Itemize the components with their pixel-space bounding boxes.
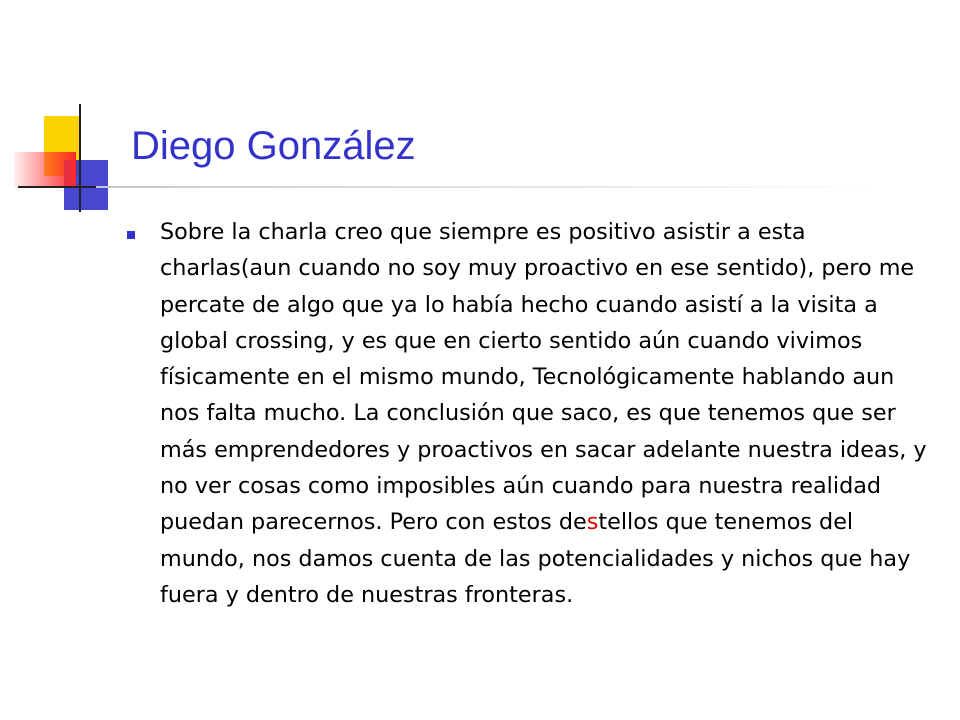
body-text-part: tellos que tenemos del mundo, nos damos cuenta de las potencialidades y nichos que hay fuera y dentro de nuestras fronteras. [160,509,911,608]
slide-title: Diego González [131,124,416,168]
highlighted-letter: s [586,509,599,536]
slide-body-text [160,214,930,613]
decor-horizontal-line [18,186,96,188]
decor-vertical-line [79,104,81,212]
decor-red-bar [14,152,76,188]
title-underline-rule [96,186,876,188]
bullet-square-icon [127,231,135,239]
body-text-part: Sobre la charla creo que siempre es positivo asistir a esta charlas(aun cuando no soy muy proactivo en ese sentido), pero me percate de algo que ya lo había hecho cuando asistí a la visita a global crossing, y es que en cierto sentido aún cuando vivimos físicamente en el mismo mundo, Tecnológicamente hablando aun nos falta mucho. La conclusión que saco, es que tenemos que ser más emprendedores y proactivos en sacar adelante nuestra ideas, y no ver cosas como imposibles aún cuando para nuestra realidad puedan parecernos. Pero con estos de [160,219,927,536]
